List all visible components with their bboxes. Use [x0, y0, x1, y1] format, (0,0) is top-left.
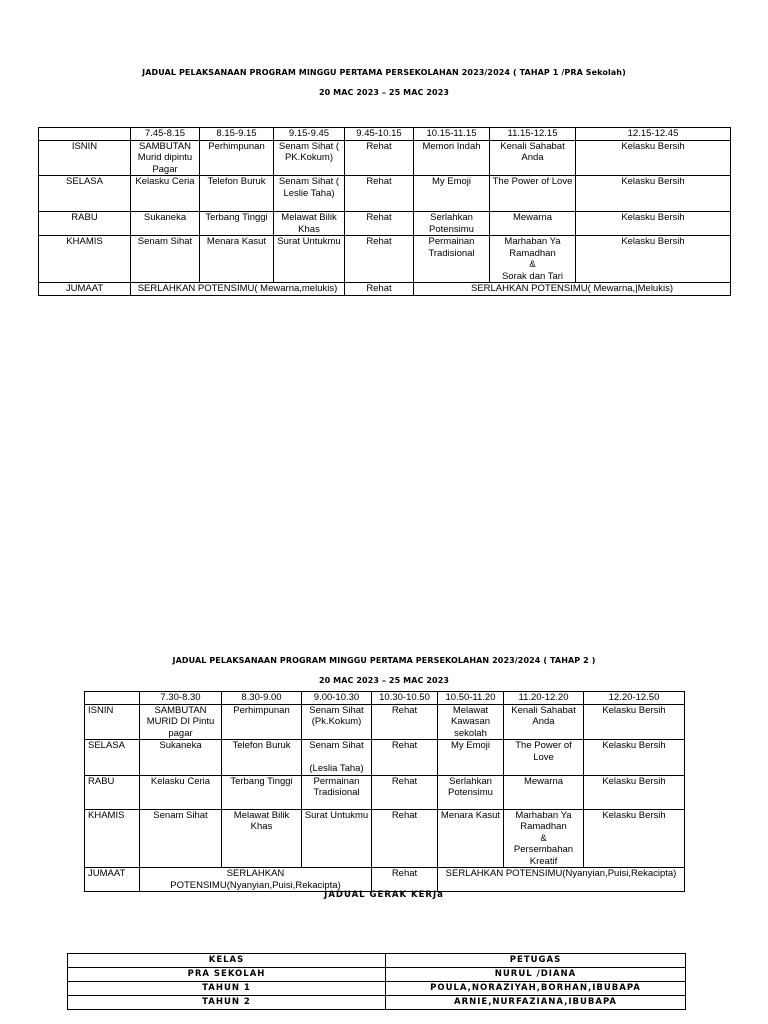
- activity-cell: Serlahkan Potensimu: [438, 775, 504, 809]
- table-row: [68, 968, 686, 982]
- activity-cell: Senam Sihat (Pk.Kokum): [302, 704, 372, 740]
- activity-cell: Senam Sihat ( Leslie Taha): [274, 176, 345, 212]
- jumaat-row: [85, 868, 685, 892]
- activity-cell: Kenali Sahabat Anda: [490, 140, 576, 176]
- activity-cell: Rehat: [372, 809, 438, 868]
- activity-cell: My Emoji: [414, 176, 490, 212]
- activity-cell: Rehat: [372, 704, 438, 740]
- activity-cell: Senam Sihat (Leslia Taha): [302, 740, 372, 776]
- activity-cell: Terbang Tinggi: [200, 212, 274, 236]
- table-row: [68, 996, 686, 1010]
- kelas-cell: TAHUN 2: [68, 996, 386, 1010]
- activity-cell: Permainan Tradisional: [302, 775, 372, 809]
- day-cell: RABU: [85, 775, 140, 809]
- time-slot-header: 11.20-12.20: [504, 692, 584, 705]
- corner-cell: [85, 692, 140, 705]
- activity-cell: Sukaneka: [140, 740, 222, 776]
- day-cell: SELASA: [39, 176, 131, 212]
- activity-cell: Rehat: [345, 176, 414, 212]
- kelas-cell: TAHUN 1: [68, 982, 386, 996]
- table-row: [85, 740, 685, 776]
- table-row: [68, 982, 686, 996]
- time-slot-header: 11.15-12.15: [490, 128, 576, 141]
- time-slot-header: 10.15-11.15: [414, 128, 490, 141]
- petugas-cell: POULA,NORAZIYAH,BORHAN,IBUBAPA: [386, 982, 686, 996]
- tahap2-title: JADUAL PELAKSANAAN PROGRAM MINGGU PERTAMA PERSEKOLAHAN 2023/2024 ( TAHAP 2 ): [172, 656, 596, 665]
- activity-cell: Menara Kasut: [438, 809, 504, 868]
- activity-cell: Surat Untukmu: [302, 809, 372, 868]
- activity-cell: Kelasku Bersih: [576, 236, 731, 283]
- activity-cell: Terbang Tinggi: [222, 775, 302, 809]
- activity-cell: Marhaban Ya Ramadhan & Persembahan Kreatif: [504, 809, 584, 868]
- activity-cell: SAMBUTAN Murid dipintu Pagar: [131, 140, 200, 176]
- activity-cell: Rehat: [345, 140, 414, 176]
- activity-cell: Melawat Bilik Khas: [274, 212, 345, 236]
- header-row: [39, 128, 731, 141]
- petugas-cell: PETUGAS: [386, 954, 686, 968]
- day-cell: RABU: [39, 212, 131, 236]
- activity-cell: Rehat: [345, 236, 414, 283]
- kelas-cell: PRA SEKOLAH: [68, 968, 386, 982]
- activity-cell: SAMBUTAN MURID DI Pintu pagar: [140, 704, 222, 740]
- activity-cell: Kenali Sahabat Anda: [504, 704, 584, 740]
- time-slot-header: 8.15-9.15: [200, 128, 274, 141]
- activity-cell: Memori Indah: [414, 140, 490, 176]
- activity-cell: Marhaban Ya Ramadhan & Sorak dan Tari: [490, 236, 576, 283]
- activity-cell: Telefon Buruk: [200, 176, 274, 212]
- activity-cell: Kelasku Ceria: [140, 775, 222, 809]
- activity-cell: Melawat Bilik Khas: [222, 809, 302, 868]
- activity-cell: Telefon Buruk: [222, 740, 302, 776]
- activity-cell: Rehat: [372, 868, 438, 892]
- day-cell: KHAMIS: [39, 236, 131, 283]
- activity-cell: Kelasku Bersih: [576, 176, 731, 212]
- table-row: [39, 212, 731, 236]
- corner-cell: [39, 128, 131, 141]
- activity-cell: Surat Untukmu: [274, 236, 345, 283]
- table-row: [85, 775, 685, 809]
- activity-cell: Kelasku Bersih: [584, 740, 685, 776]
- activity-cell: SERLAHKAN POTENSIMU(Nyanyian,Puisi,Rekacipta): [140, 868, 372, 892]
- activity-cell: SERLAHKAN POTENSIMU( Mewarna,|Melukis): [414, 283, 731, 296]
- activity-cell: SERLAHKAN POTENSIMU( Mewarna,melukis): [131, 283, 345, 296]
- activity-cell: The Power of Love: [490, 176, 576, 212]
- activity-cell: Kelasku Ceria: [131, 176, 200, 212]
- activity-cell: Melawat Kawasan sekolah: [438, 704, 504, 740]
- day-cell: KHAMIS: [85, 809, 140, 868]
- activity-cell: Mewarna: [504, 775, 584, 809]
- activity-cell: Kelasku Bersih: [584, 775, 685, 809]
- activity-cell: Menara Kasut: [200, 236, 274, 283]
- header-row: [68, 954, 686, 968]
- petugas-cell: ARNIE,NURFAZIANA,IBUBAPA: [386, 996, 686, 1010]
- table-row: [39, 176, 731, 212]
- time-slot-header: 10.30-10.50: [372, 692, 438, 705]
- time-slot-header: 9.15-9.45: [274, 128, 345, 141]
- table-row: [85, 704, 685, 740]
- time-slot-header: 9.00-10.30: [302, 692, 372, 705]
- gerak-kerja-table: [67, 953, 686, 1010]
- activity-cell: Serlahkan Potensimu: [414, 212, 490, 236]
- tahap2-schedule-table: [84, 691, 685, 892]
- day-cell: JUMAAT: [39, 283, 131, 296]
- table-row: [39, 140, 731, 176]
- activity-cell: My Emoji: [438, 740, 504, 776]
- tahap2-date: 20 MAC 2023 – 25 MAC 2023: [318, 676, 450, 685]
- time-slot-header: 8.30-9.00: [222, 692, 302, 705]
- activity-cell: SERLAHKAN POTENSIMU(Nyanyian,Puisi,Rekacipta): [438, 868, 685, 892]
- activity-cell: Senam Sihat: [140, 809, 222, 868]
- table-row: [39, 236, 731, 283]
- table-row: [85, 809, 685, 868]
- time-slot-header: 7.45-8.15: [131, 128, 200, 141]
- activity-cell: Mewarna: [490, 212, 576, 236]
- day-cell: ISNIN: [39, 140, 131, 176]
- petugas-cell: NURUL /DIANA: [386, 968, 686, 982]
- activity-cell: Rehat: [372, 740, 438, 776]
- tahap1-date: 20 MAC 2023 – 25 MAC 2023: [318, 88, 450, 97]
- activity-cell: Perhimpunan: [200, 140, 274, 176]
- time-slot-header: 10.50-11.20: [438, 692, 504, 705]
- activity-cell: Perhimpunan: [222, 704, 302, 740]
- time-slot-header: 12.15-12.45: [576, 128, 731, 141]
- time-slot-header: 7.30-8.30: [140, 692, 222, 705]
- activity-cell: Senam Sihat: [131, 236, 200, 283]
- activity-cell: Kelasku Bersih: [576, 140, 731, 176]
- day-cell: JUMAAT: [85, 868, 140, 892]
- activity-cell: Permainan Tradisional: [414, 236, 490, 283]
- activity-cell: Kelasku Bersih: [584, 809, 685, 868]
- kelas-cell: KELAS: [68, 954, 386, 968]
- jumaat-row: [39, 283, 731, 296]
- time-slot-header: 9.45-10.15: [345, 128, 414, 141]
- tahap1-schedule-table: [38, 127, 731, 296]
- gerak-kerja-heading: JADUAL GERAK KERJa: [324, 890, 444, 900]
- activity-cell: Sukaneka: [131, 212, 200, 236]
- time-slot-header: 12.20-12.50: [584, 692, 685, 705]
- tahap1-title: JADUAL PELAKSANAAN PROGRAM MINGGU PERTAMA PERSEKOLAHAN 2023/2024 ( TAHAP 1 /PRA Sekolah): [142, 68, 626, 77]
- header-row: [85, 692, 685, 705]
- activity-cell: The Power of Love: [504, 740, 584, 776]
- activity-cell: Kelasku Bersih: [576, 212, 731, 236]
- activity-cell: Senam Sihat ( PK.Kokum): [274, 140, 345, 176]
- day-cell: SELASA: [85, 740, 140, 776]
- activity-cell: Kelasku Bersih: [584, 704, 685, 740]
- activity-cell: Rehat: [345, 212, 414, 236]
- activity-cell: Rehat: [372, 775, 438, 809]
- activity-cell: Rehat: [345, 283, 414, 296]
- day-cell: ISNIN: [85, 704, 140, 740]
